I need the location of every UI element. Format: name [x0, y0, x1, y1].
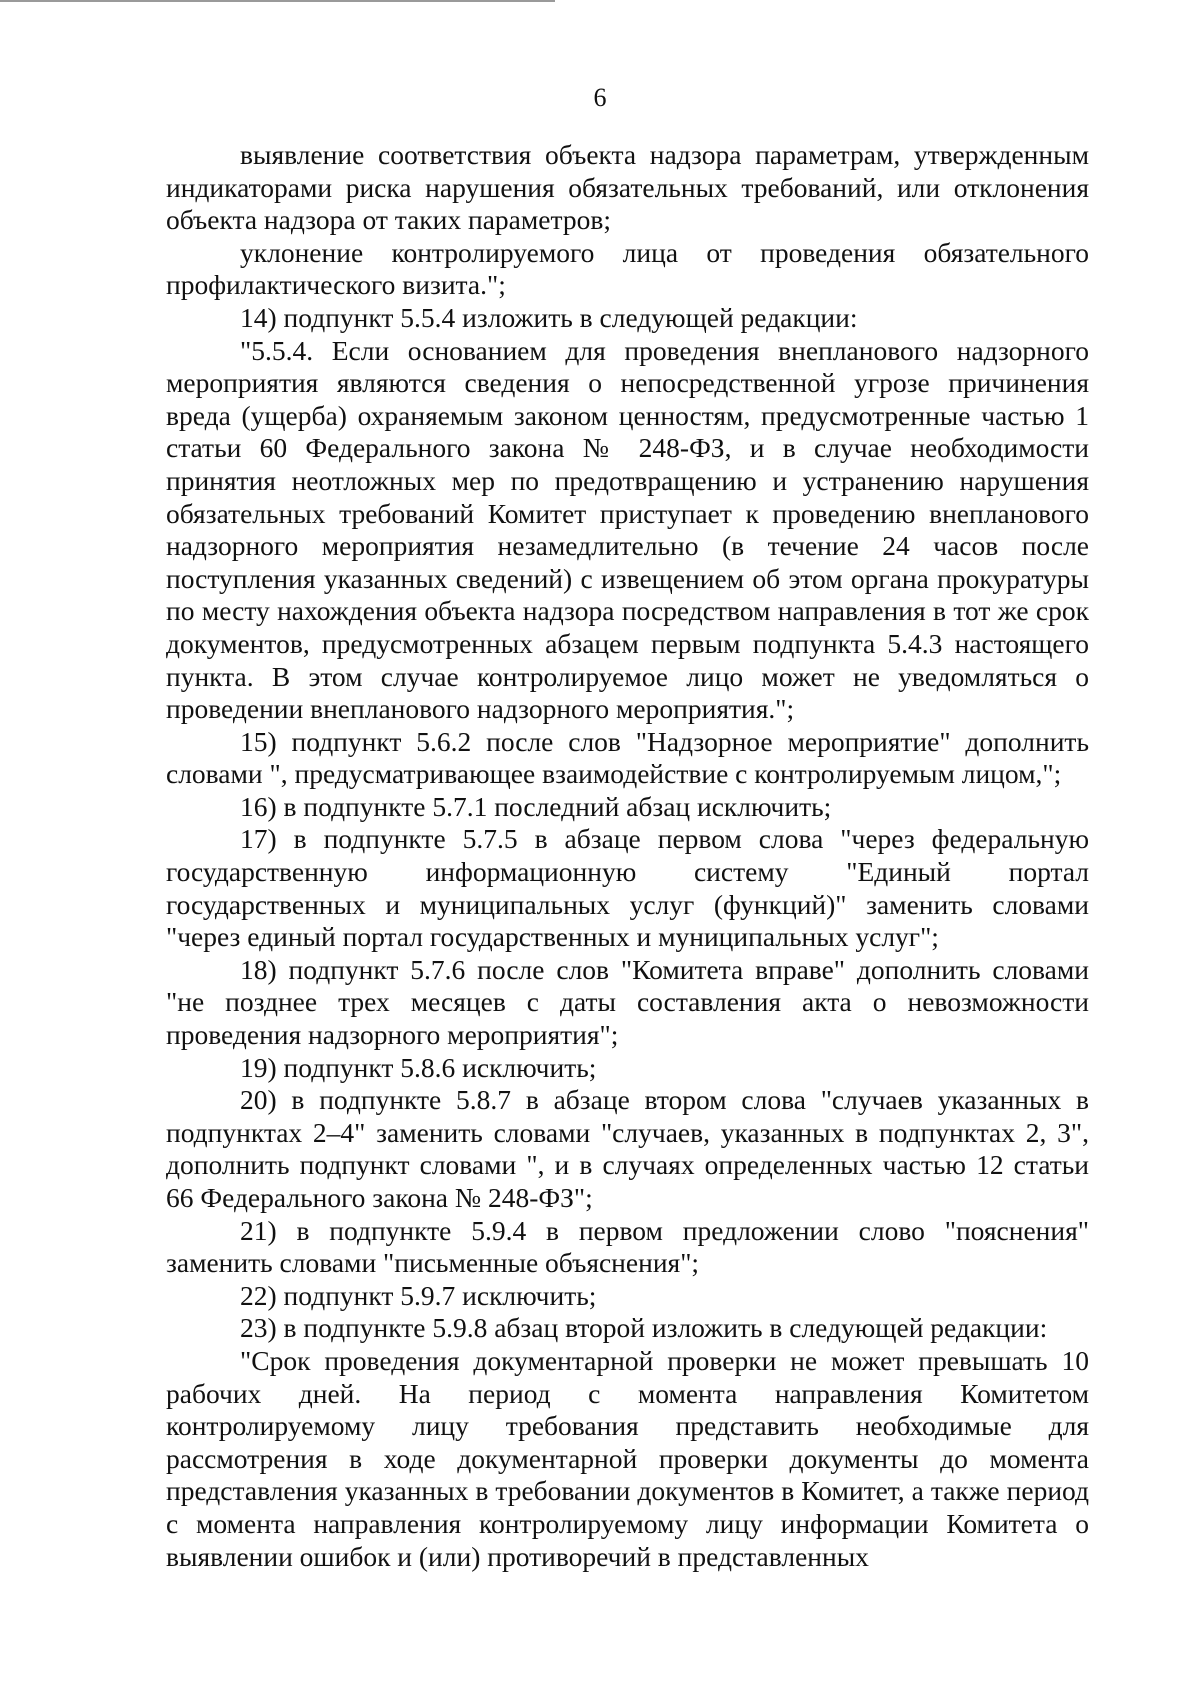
paragraph-item-22: 22) подпункт 5.9.7 исключить;	[240, 1279, 597, 1311]
paragraph-item-14: 14) подпункт 5.5.4 изложить в следующей редакции:	[240, 301, 858, 333]
paragraph-item-17: 17) в подпункте 5.7.5 в абзаце первом слова "через федеральную государственную информационную систему "Единый портал государственных и муниципальных услуг (функций)" заменить словами "через единый портал государственных и муниципальных услуг";	[166, 823, 1089, 953]
paragraph-item-21: 21) в подпункте 5.9.4 в первом предложении слово "пояснения" заменить словами "письменные объяснения";	[166, 1214, 1089, 1279]
paragraph-item-15: 15) подпункт 5.6.2 после слов "Надзорное мероприятие" дополнить словами ", предусматривающее взаимодействие с контролируемым лицом,";	[166, 725, 1089, 790]
paragraph-visit-evasion: уклонение контролируемого лица от проведения обязательного профилактического визита.";	[166, 236, 1089, 301]
page-number: 6	[593, 83, 607, 112]
paragraph-document-check-term: "Срок проведения документарной проверки не может превышать 10 рабочих дней. На период с момента направления Комитетом контролируемому лицу требования представить необходимые для рассмотрения в ходе документарной проверки документы до момента представления указанных в требовании документов в Комитет, а также период с момента направления контролируемому лицу информации Комитета о выявлении ошибок и (или) противоречий в представленных	[166, 1344, 1089, 1572]
document-body	[166, 139, 1089, 1573]
scan-top-rule	[0, 0, 555, 2]
paragraph-item-20: 20) в подпункте 5.8.7 в абзаце втором слова "случаев указанных в подпунктах 2–4" заменить словами "случаев, указанных в подпунктах 2, 3", дополнить подпункт словами ", и в случаях определенных частью 12 статьи 66 Федерального закона № 248-ФЗ";	[166, 1084, 1089, 1213]
paragraph-indicator-deviation: выявление соответствия объекта надзора параметрам, утвержденным индикаторами риска нарушения обязательных требований, или отклонения объекта надзора от таких параметров;	[166, 139, 1089, 236]
paragraph-item-19: 19) подпункт 5.8.6 исключить;	[240, 1051, 597, 1083]
paragraph-item-18: 18) подпункт 5.7.6 после слов "Комитета вправе" дополнить словами "не позднее трех месяцев с даты составления акта о невозможности проведения надзорного мероприятия";	[166, 953, 1089, 1051]
paragraph-item-16: 16) в подпункте 5.7.1 последний абзац исключить;	[240, 790, 832, 822]
paragraph-item-23: 23) в подпункте 5.9.8 абзац второй изложить в следующей редакции:	[240, 1312, 1048, 1344]
paragraph-subitem-5-5-4: "5.5.4. Если основанием для проведения внепланового надзорного мероприятия являются сведения о непосредственной угрозе причинения вреда (ущерба) охраняемым законом ценностям, предусмотренные частью 1 статьи 60 Федерального закона № 248-ФЗ, и в случае необходимости принятия неотложных мер по предотвращению и устранению нарушения обязательных требований Комитет приступает к проведению внепланового надзорного мероприятия незамедлительно (в течение 24 часов после поступления указанных сведений) с извещением об этом органа прокуратуры по месту нахождения объекта надзора посредством направления в тот же срок документов, предусмотренных абзацем первым подпункта 5.4.3 настоящего пункта. В этом случае контролируемое лицо может не уведомляться о проведении внепланового надзорного мероприятия.";	[166, 334, 1089, 725]
